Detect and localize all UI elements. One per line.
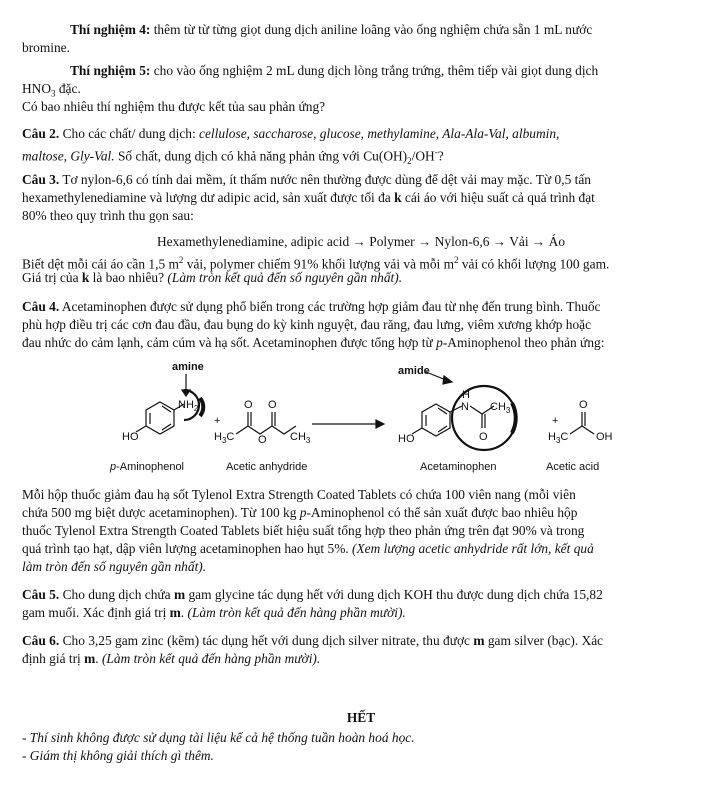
question-2-line1 <box>22 126 559 142</box>
question-5-label: Câu 5. <box>22 587 60 602</box>
question-4b-line3: thuốc Tylenol Extra Strength Coated Tablets biết hiệu suất tổng hợp theo phản ứng trên đạt 90% và trong <box>22 523 585 538</box>
question-6-text1b: gam silver (bạc). Xác <box>484 633 604 648</box>
question-3-text3: cái áo với hiệu suất cả quá trình đạt <box>401 190 595 205</box>
question-4b-line5: làm tròn đến số nguyên gần nhất). <box>22 559 207 574</box>
question-4-label: Câu 4. <box>22 299 60 314</box>
question-3-text2: hexamethylenediamine và lượng dư adipic acid, sản xuất được tối đa <box>22 190 395 205</box>
end-marker: HẾT <box>346 710 376 725</box>
oxygen-atom: O <box>258 434 267 446</box>
question-5-line1 <box>22 587 603 603</box>
experiment-4-text: thêm từ từ từng giọt dung dịch aniline loãng vào ống nghiệm chứa sẵn 1 mL nước <box>150 22 593 37</box>
plus-sign: + <box>214 415 221 427</box>
rounding-note: (Làm tròn kết quả đến số nguyên gần nhất). <box>167 270 403 285</box>
question-2-text3: /OH <box>411 148 435 164</box>
oxygen-atom: O <box>479 431 488 443</box>
variable-m: m <box>173 587 186 602</box>
methyl-group: $CH_3$ <box>490 401 511 415</box>
hno3-formula: HNO <box>22 81 52 96</box>
question-6-text2a: định giá trị <box>22 651 85 666</box>
experiment-4-line <box>70 22 592 38</box>
rounding-note: (Làm tròn kết quả đến hàng phần mười). <box>187 605 406 620</box>
question-3-line1 <box>22 172 591 188</box>
question-6-line1 <box>22 633 603 649</box>
amide-label: amide <box>398 365 430 377</box>
oxygen-atom: O <box>579 399 588 411</box>
question-3-text1: Tơ nylon-6,6 có tính dai mềm, ít thấm nước nên thường được dùng để dệt vải may mặc. Từ 0,5 tấn <box>59 172 591 187</box>
amine-label: amine <box>172 361 204 373</box>
para-prefix: p <box>436 335 443 350</box>
variable-m: m <box>169 605 181 620</box>
question-3-line6 <box>22 270 402 286</box>
question-3-label: Câu 3. <box>22 172 60 187</box>
variable-k: k <box>394 190 402 205</box>
plus-sign: + <box>552 415 559 427</box>
experiment-5-text: cho vào ống nghiệm 2 mL dung dịch lòng trắng trứng, thêm tiếp vài giọt dung dịch <box>150 63 599 78</box>
subscript: 3 <box>51 88 56 99</box>
question-4-line2: phù hợp điều trị các cơn đau đầu, đau bụng do kỳ kinh nguyệt, đau răng, đau lưng, viêm xương khớp hoặc <box>22 317 592 332</box>
variable-m: m <box>84 651 96 666</box>
assumption-note: (Xem lượng acetic anhydride rất lớn, kết quả <box>352 541 594 556</box>
rounding-note: (Làm tròn kết quả đến hàng phần mười). <box>101 651 321 666</box>
question-5-text2b: . <box>180 605 188 620</box>
question-5-text1b: gam glycine tác dụng hết với dung dịch KOH thu được dung dịch chứa 15,82 <box>185 587 603 602</box>
question-2-text: Cho các chất/ dung dịch: <box>59 126 200 141</box>
nylon-process-scheme: Hexamethylenediamine, adipic acid → Polymer → Nylon-6,6 → Vải → Áo <box>156 234 566 249</box>
question-4-text3a: đau nhức do cảm lạnh, cảm cúm và hạ sốt. Acetaminophen được tổng hợp từ <box>22 335 437 350</box>
question-2-list2: maltose, Gly-Val. <box>22 148 115 164</box>
arrow-head <box>443 376 452 384</box>
superscript: 2 <box>178 255 184 265</box>
ho-group: HO <box>398 433 415 445</box>
question-3-text6b: là bao nhiêu? <box>89 270 168 285</box>
amine-highlight-thick <box>200 398 203 416</box>
amide-highlight-thick <box>512 403 516 433</box>
experiment-5-line <box>70 63 598 79</box>
question-4-text3b: -Aminophenol theo phản ứng: <box>442 335 605 350</box>
question-3-text6a: Giá trị của <box>22 270 82 285</box>
anhydride-chain <box>236 426 296 434</box>
oxygen-atom: O <box>244 399 253 411</box>
question-4-line3 <box>22 335 604 351</box>
experiment-5-label: Thí nghiệm 5: <box>70 63 151 78</box>
ho-group: HO <box>122 431 139 443</box>
experiment-5-end: đặc. <box>55 81 81 96</box>
question-3-text5b: vải, polymer chiếm 91% khối lượng vải và mỗi m <box>183 256 454 272</box>
question-4b-text2b: -Aminophenol có thể sản xuất được bao nhiêu hộp <box>306 505 578 520</box>
question-5-line2 <box>22 605 406 621</box>
label-acetic-anhydride: Acetic anhydride <box>226 461 308 473</box>
question-3-line3: 80% theo quy trình thu gọn sau: <box>22 208 194 223</box>
methyl-left: $H_3C$ <box>214 431 235 445</box>
question-3-text5c: vải có khối lượng 100 gam. <box>458 256 610 272</box>
footer-note-1: - Thí sinh không được sử dụng tài liệu kể cả hệ thống tuần hoàn hoá học. <box>22 730 415 745</box>
question-4b-line1: Mỗi hộp thuốc giảm đau hạ sốt Tylenol Extra Strength Coated Tablets có chứa 100 viên nang (mỗi viên <box>22 487 576 502</box>
question-4b-text4a: quá trình tạo hạt, dập viên lượng acetaminophen hao hụt 5%. <box>22 541 353 556</box>
experiment-4-label: Thí nghiệm 4: <box>70 22 151 37</box>
variable-m: m <box>473 633 485 648</box>
label-acetaminophen: Acetaminophen <box>420 461 497 473</box>
subscript: 2 <box>407 156 412 167</box>
question-4-line1 <box>22 299 601 315</box>
question-6-line2 <box>22 651 320 667</box>
para-prefix: p <box>299 505 307 520</box>
experiment-4-cont: bromine. <box>22 40 70 55</box>
methyl-right: $CH_3$ <box>290 431 311 445</box>
question-2-list: cellulose, saccharose, glucose, methylamine, Ala-Ala-Val, albumin, <box>199 126 560 141</box>
acetaminophen-reaction-scheme <box>0 358 722 480</box>
question-4b-text2a: chứa 500 mg biệt dược acetaminophen). Từ 100 kg <box>22 505 300 520</box>
nitrogen-atom: N <box>461 401 469 413</box>
question-4b-line2 <box>22 505 577 521</box>
question-3-line2 <box>22 190 595 206</box>
footer-note-2: - Giám thị không giải thích gì thêm. <box>22 748 214 763</box>
arrow-head <box>376 420 384 428</box>
variable-k: k <box>81 270 90 285</box>
question-2-label: Câu 2. <box>22 126 60 141</box>
question-2-text2: Số chất, dung dịch có khả năng phản ứng với Cu(OH) <box>114 148 408 164</box>
question-3-text5a: Biết dệt mỗi cái áo cần 1,5 m <box>22 256 179 272</box>
question-6-label: Câu 6. <box>22 633 60 648</box>
label-acetic-acid: Acetic acid <box>546 461 600 473</box>
question-5-text2a: gam muối. Xác định giá trị <box>22 605 170 620</box>
question-2-line2 <box>22 144 444 169</box>
superscript: - <box>434 147 438 157</box>
superscript: 2 <box>454 255 459 265</box>
methyl-acid: $H_3C$ <box>548 431 569 445</box>
oxygen-atom: O <box>268 399 277 411</box>
question-1-ask: Có bao nhiêu thí nghiệm thu được kết tủa sau phản ứng? <box>22 99 326 114</box>
hydrogen-atom: H <box>462 389 470 401</box>
question-6-text2b: . <box>95 651 102 666</box>
nh2-group: $NH_2$ <box>178 399 199 413</box>
acid-chain <box>570 426 594 434</box>
question-4-text1: Acetaminophen được sử dụng phổ biến trong các trường hợp giảm đau từ nhẹ đến trung bình. Thuốc <box>59 299 601 314</box>
question-5-text1a: Cho dung dịch chứa <box>59 587 174 602</box>
label-p-aminophenol: p-Aminophenol <box>110 461 184 473</box>
question-mark: ? <box>437 148 444 164</box>
question-4b-line4 <box>22 541 594 557</box>
hydroxyl-group: OH <box>596 431 613 443</box>
question-6-text1a: Cho 3,25 gam zinc (kẽm) tác dụng hết với dung dịch silver nitrate, thu được <box>59 633 474 648</box>
